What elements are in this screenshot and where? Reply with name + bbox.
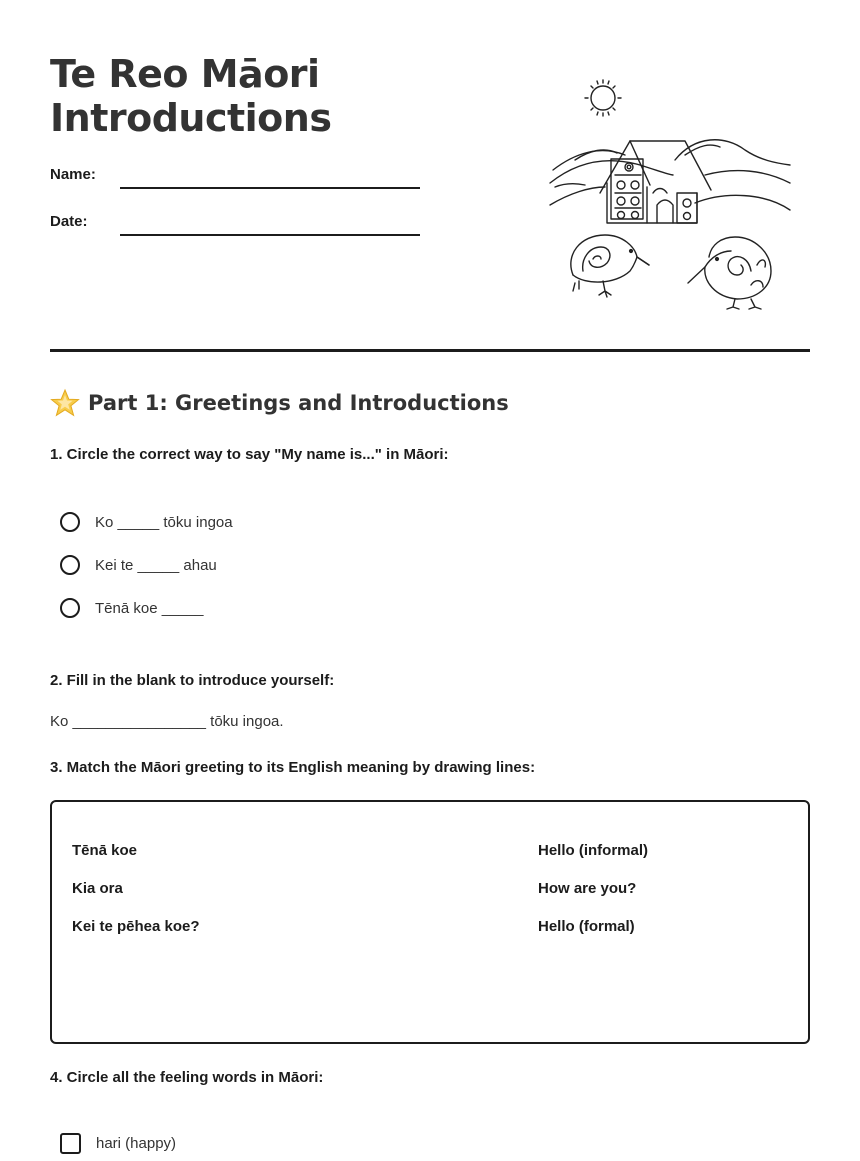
question-2-prompt: 2. Fill in the blank to introduce yourself:: [50, 672, 335, 689]
kiwi-bird-icon: [571, 235, 649, 297]
maori-greetings-column: [72, 842, 200, 935]
maori-greeting-item[interactable]: Tēnā koe: [72, 842, 138, 859]
radio-circle[interactable]: [60, 598, 80, 618]
title-line-2: Introductions: [50, 96, 332, 140]
page-title: [50, 52, 470, 140]
q1-option-2[interactable]: [60, 555, 217, 575]
part1-title: Part 1: Greetings and Introductions: [88, 391, 509, 415]
date-label: Date:: [50, 213, 88, 230]
radio-circle[interactable]: [60, 555, 80, 575]
maori-greeting-item[interactable]: Kia ora: [72, 880, 123, 897]
date-field[interactable]: [120, 234, 420, 236]
section-divider: [50, 349, 810, 352]
q1-option-3-label: Tēnā koe _____: [95, 599, 204, 617]
q2-fill-in-sentence[interactable]: Ko ________________ tōku ingoa.: [50, 713, 284, 730]
sun-icon: [585, 80, 621, 116]
hills-icon: [550, 140, 790, 210]
english-meanings-column: [538, 842, 648, 935]
radio-circle[interactable]: [60, 512, 80, 532]
english-meaning-item[interactable]: How are you?: [538, 880, 637, 897]
q1-option-1[interactable]: [60, 512, 233, 532]
kiwi-bird-icon: [688, 237, 771, 309]
part1-heading: [50, 388, 509, 418]
q1-option-2-label: Kei te _____ ahau: [95, 556, 217, 574]
maori-greeting-item[interactable]: Kei te pēhea koe?: [72, 918, 200, 935]
name-label: Name:: [50, 166, 96, 183]
checkbox[interactable]: [60, 1133, 81, 1154]
name-field[interactable]: [120, 187, 420, 189]
q1-option-3[interactable]: [60, 598, 203, 618]
q1-option-1-label: Ko _____ tōku ingoa: [95, 513, 233, 531]
question-3-prompt: 3. Match the Māori greeting to its English meaning by drawing lines:: [50, 759, 536, 776]
title-line-1: Te Reo Māori: [50, 52, 320, 96]
header-illustration: [545, 75, 795, 310]
star-icon: [50, 388, 80, 418]
q4-option-1-label: hari (happy): [96, 1135, 177, 1152]
q4-option-1[interactable]: [60, 1133, 176, 1154]
english-meaning-item[interactable]: Hello (formal): [538, 918, 635, 935]
question-1-prompt: 1. Circle the correct way to say "My name is..." in Māori:: [50, 446, 449, 463]
question-4-prompt: 4. Circle all the feeling words in Māori:: [50, 1069, 324, 1086]
english-meaning-item[interactable]: Hello (informal): [538, 842, 649, 859]
matching-box[interactable]: [50, 800, 810, 1044]
